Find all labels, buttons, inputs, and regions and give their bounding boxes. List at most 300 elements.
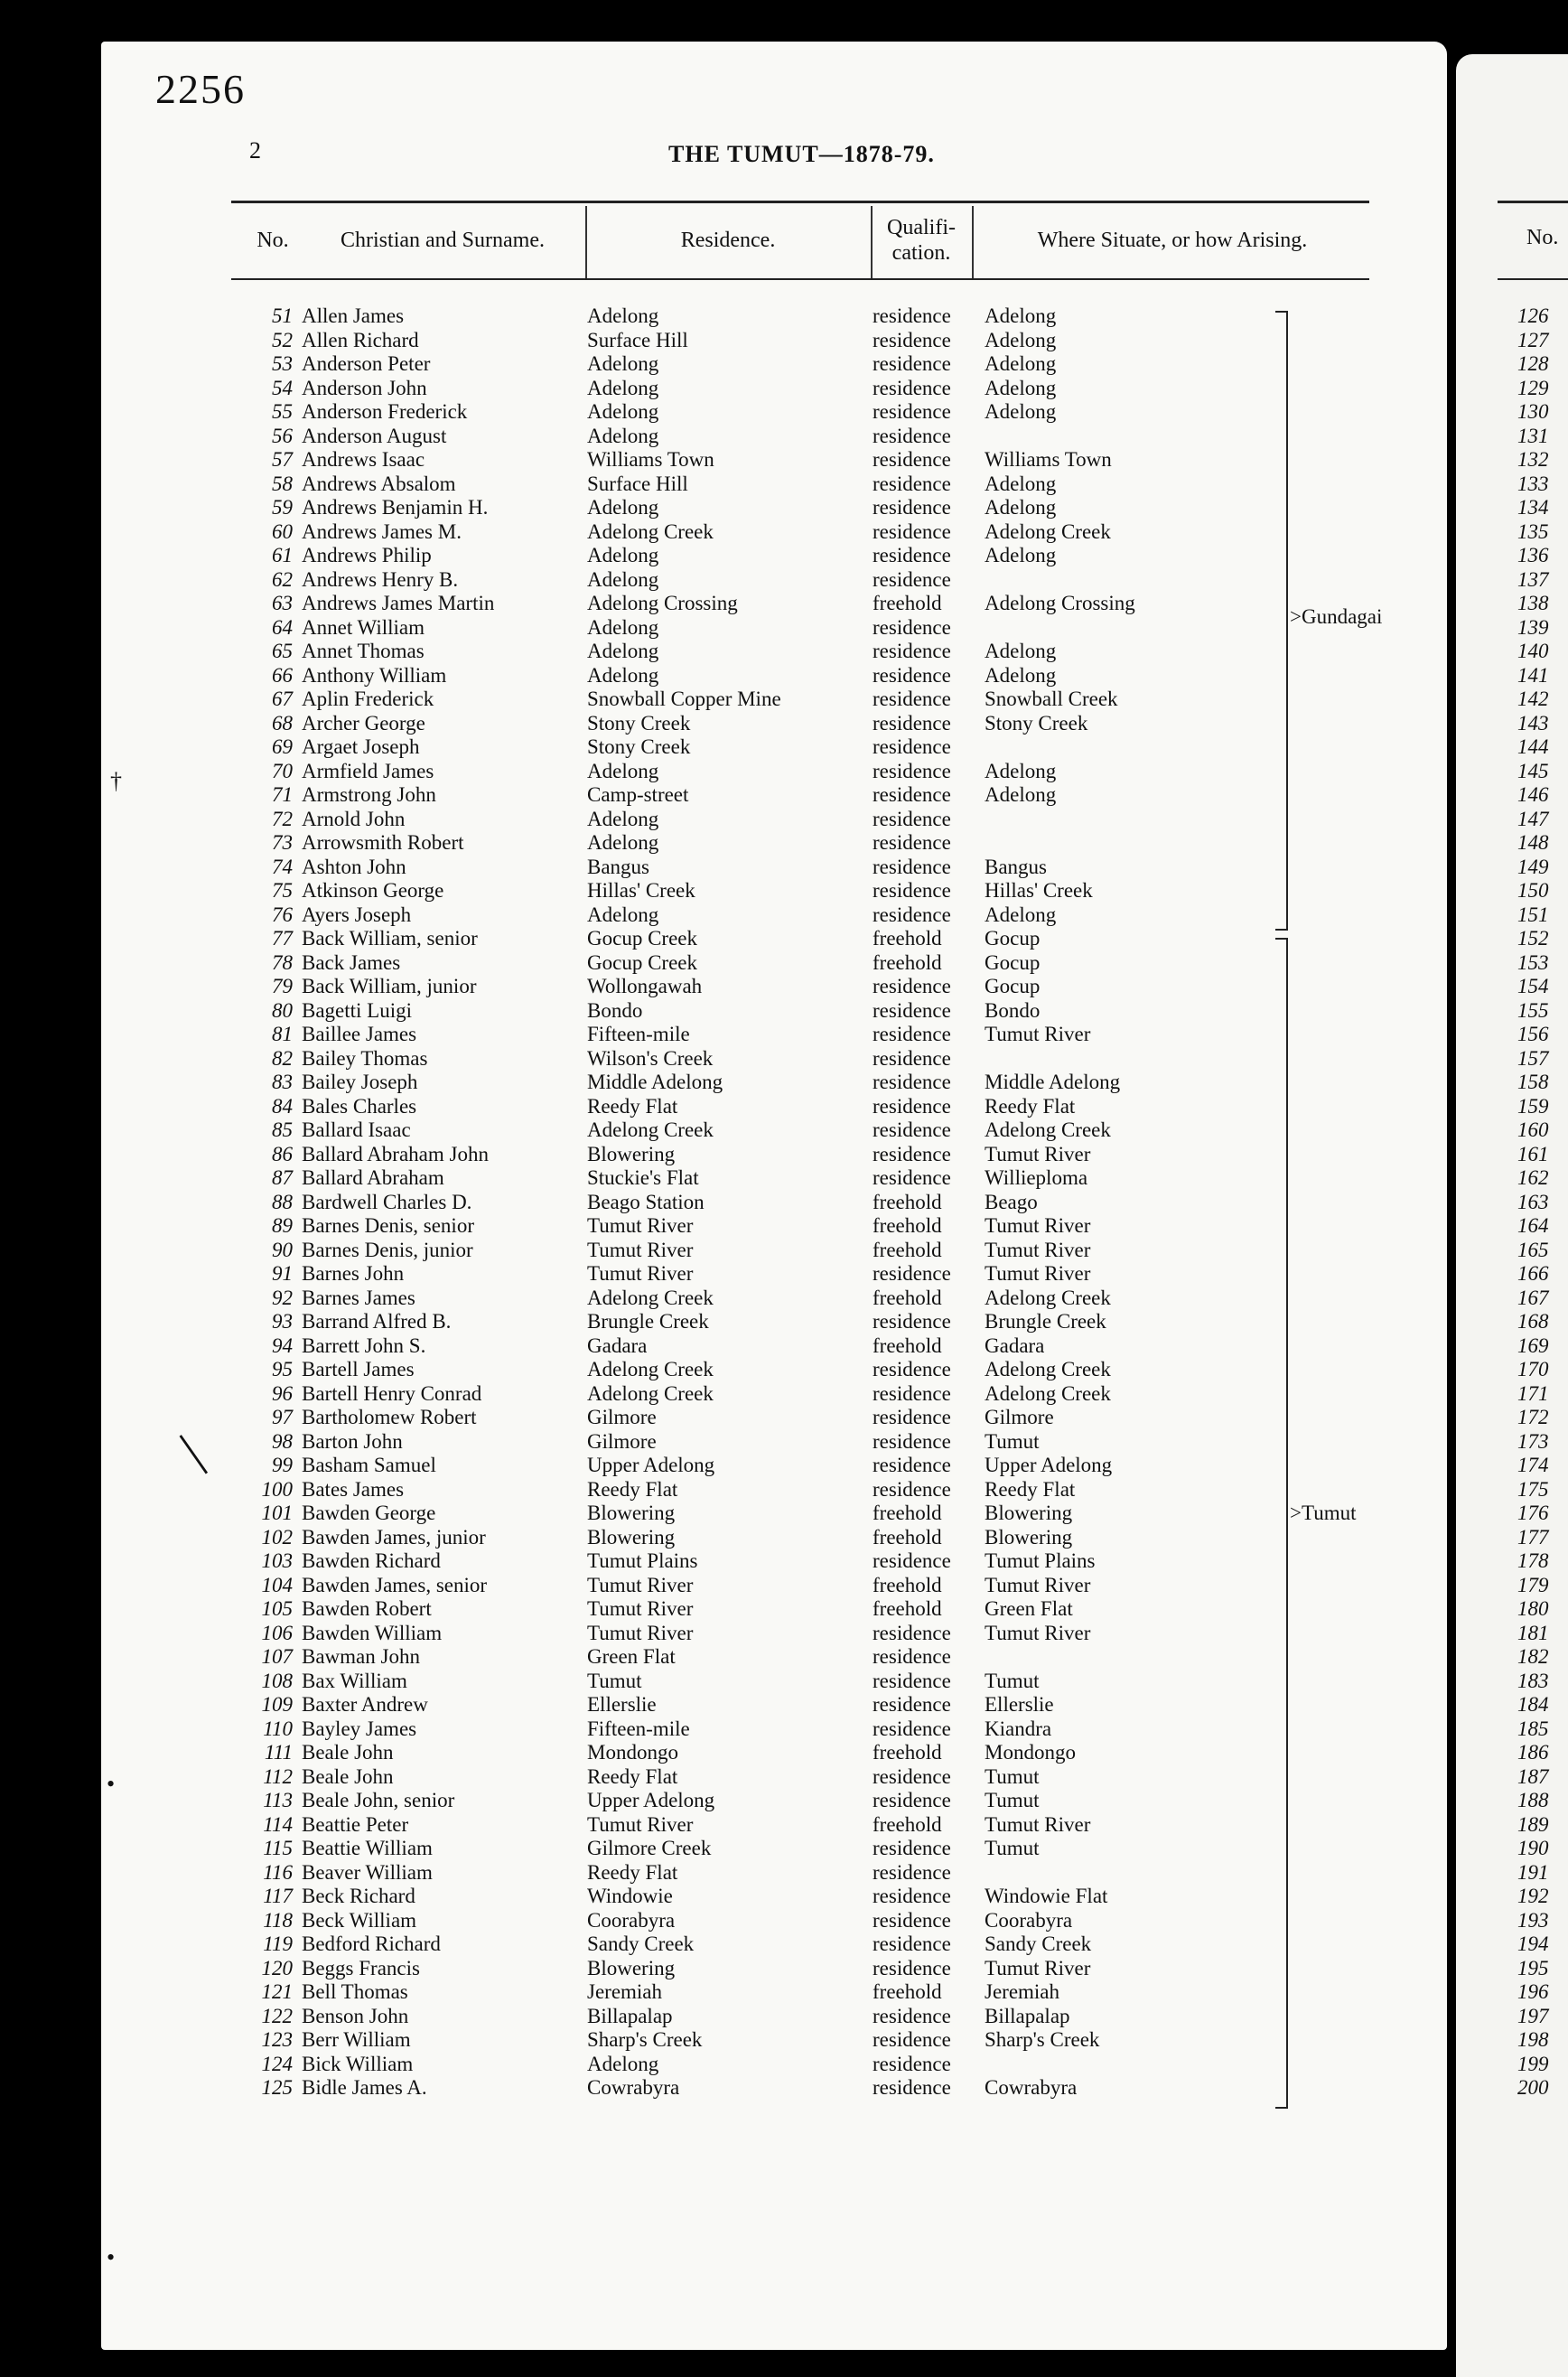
row-name: Bates James bbox=[302, 1477, 405, 1501]
row-name: Ballard Abraham John bbox=[302, 1142, 489, 1165]
row-qualification: residence bbox=[873, 807, 951, 830]
row-number: 71 bbox=[272, 783, 293, 806]
row-residence: Adelong Creek bbox=[587, 1381, 714, 1405]
row-name: Bawden Robert bbox=[302, 1597, 432, 1620]
row-qualification: residence bbox=[873, 519, 951, 543]
adjacent-page-number: 185 bbox=[1517, 1717, 1549, 1740]
row-qualification: residence bbox=[873, 1358, 951, 1380]
row-residence: Gilmore Creek bbox=[587, 1837, 712, 1859]
adjacent-page-number: 155 bbox=[1517, 998, 1549, 1022]
adjacent-page-number: 129 bbox=[1517, 376, 1549, 399]
row-where-situate: Coorabyra bbox=[985, 1908, 1073, 1932]
row-residence: Blowering bbox=[587, 1525, 676, 1549]
row-residence: Coorabyra bbox=[587, 1908, 676, 1932]
row-residence: Upper Adelong bbox=[587, 1454, 715, 1476]
adjacent-page-number: 153 bbox=[1517, 950, 1549, 974]
row-name: Beale John, senior bbox=[302, 1789, 455, 1811]
row-residence: Adelong bbox=[587, 831, 659, 854]
row-name: Bales Charles bbox=[302, 1094, 417, 1118]
row-name: Allen Richard bbox=[302, 328, 419, 351]
column-header-qualification: Qualifi- cation. bbox=[887, 216, 956, 265]
row-name: Andrews Isaac bbox=[302, 448, 425, 471]
row-qualification: residence bbox=[873, 1645, 951, 1668]
row-number: 79 bbox=[272, 975, 293, 997]
row-name: Beck William bbox=[302, 1908, 417, 1932]
row-name: Barnes Denis, junior bbox=[302, 1238, 473, 1261]
row-number: 113 bbox=[263, 1789, 293, 1811]
row-name: Andrews Henry B. bbox=[302, 567, 459, 591]
row-name: Anderson Frederick bbox=[302, 400, 468, 423]
row-residence: Adelong Crossing bbox=[587, 592, 738, 614]
row-where-situate: Billapalap bbox=[985, 2004, 1070, 2027]
row-number: 122 bbox=[261, 2004, 293, 2027]
row-where-situate: Adelong bbox=[985, 352, 1057, 375]
row-where-situate: Tumut River bbox=[985, 1142, 1091, 1165]
row-where-situate: Tumut River bbox=[985, 1023, 1091, 1045]
row-name: Bell Thomas bbox=[302, 1980, 408, 2003]
row-residence: Adelong bbox=[587, 2052, 659, 2075]
row-qualification: residence bbox=[873, 1262, 951, 1285]
row-where-situate: Adelong bbox=[985, 544, 1057, 566]
row-residence: Gilmore bbox=[587, 1429, 657, 1453]
row-name: Barnes Denis, senior bbox=[302, 1214, 474, 1237]
row-name: Anderson August bbox=[302, 424, 447, 447]
adjacent-page-number: 141 bbox=[1517, 663, 1549, 687]
row-name: Andrews Benjamin H. bbox=[302, 496, 489, 519]
row-number: 53 bbox=[272, 352, 293, 375]
row-number: 58 bbox=[272, 472, 293, 495]
row-where-situate: Gocup bbox=[985, 950, 1041, 974]
adjacent-page-number: 165 bbox=[1517, 1238, 1549, 1261]
row-where-situate: Bondo bbox=[985, 998, 1041, 1022]
row-name: Bailey Joseph bbox=[302, 1071, 418, 1093]
row-qualification: residence bbox=[873, 1094, 951, 1118]
row-qualification: residence bbox=[873, 831, 951, 854]
row-name: Bawman John bbox=[302, 1645, 420, 1668]
row-residence: Tumut River bbox=[587, 1262, 694, 1285]
adjacent-page-number: 158 bbox=[1517, 1071, 1549, 1093]
row-where-situate: Tumut River bbox=[985, 1621, 1091, 1644]
row-qualification: freehold bbox=[873, 1980, 942, 2003]
row-number: 123 bbox=[261, 2028, 293, 2051]
row-residence: Tumut River bbox=[587, 1812, 694, 1836]
row-qualification: residence bbox=[873, 855, 951, 878]
row-qualification: residence bbox=[873, 448, 951, 471]
row-qualification: residence bbox=[873, 2052, 951, 2075]
row-number: 83 bbox=[272, 1071, 293, 1093]
row-where-situate: Adelong bbox=[985, 376, 1057, 399]
row-qualification: residence bbox=[873, 711, 951, 735]
row-where-situate: Willieploma bbox=[985, 1166, 1088, 1189]
adjacent-page-number: 169 bbox=[1517, 1334, 1549, 1357]
row-where-situate: Tumut bbox=[985, 1669, 1040, 1692]
adjacent-page-number: 177 bbox=[1517, 1525, 1549, 1549]
brace-gundagai bbox=[1286, 311, 1288, 931]
adjacent-page-number: 190 bbox=[1517, 1837, 1549, 1859]
row-name: Back James bbox=[302, 950, 401, 974]
adjacent-page-number: 152 bbox=[1517, 927, 1549, 950]
row-qualification: residence bbox=[873, 2028, 951, 2051]
row-where-situate: Adelong bbox=[985, 783, 1057, 806]
row-number: 125 bbox=[261, 2076, 293, 2099]
adjacent-page-number: 130 bbox=[1517, 400, 1549, 423]
row-number: 106 bbox=[261, 1621, 293, 1644]
row-number: 116 bbox=[263, 1860, 293, 1884]
row-name: Back William, senior bbox=[302, 927, 478, 950]
adjacent-page-number: 133 bbox=[1517, 472, 1549, 495]
adjacent-page-number: 142 bbox=[1517, 688, 1549, 710]
row-name: Basham Samuel bbox=[302, 1454, 436, 1476]
row-residence: Camp-street bbox=[587, 783, 689, 806]
row-name: Beale John bbox=[302, 1764, 394, 1788]
row-residence: Billapalap bbox=[587, 2004, 673, 2027]
row-where-situate: Tumut River bbox=[985, 1214, 1091, 1237]
row-where-situate: Snowball Creek bbox=[985, 688, 1118, 710]
row-name: Ballard Isaac bbox=[302, 1118, 411, 1141]
row-where-situate: Ellerslie bbox=[985, 1693, 1054, 1716]
row-number: 67 bbox=[272, 688, 293, 710]
row-number: 109 bbox=[261, 1693, 293, 1716]
row-residence: Tumut bbox=[587, 1669, 642, 1692]
row-qualification: residence bbox=[873, 1932, 951, 1955]
row-where-situate: Windowie Flat bbox=[985, 1885, 1108, 1907]
row-name: Back William, junior bbox=[302, 975, 477, 997]
row-name: Bawden James, junior bbox=[302, 1525, 486, 1549]
row-residence: Reedy Flat bbox=[587, 1860, 678, 1884]
row-where-situate: Reedy Flat bbox=[985, 1477, 1076, 1501]
row-residence: Reedy Flat bbox=[587, 1477, 678, 1501]
adjacent-page-number: 191 bbox=[1517, 1860, 1549, 1884]
adjacent-page-number: 147 bbox=[1517, 807, 1549, 830]
row-residence: Blowering bbox=[587, 1142, 676, 1165]
row-number: 82 bbox=[272, 1046, 293, 1070]
row-where-situate: Gilmore bbox=[985, 1406, 1054, 1428]
row-where-situate: Tumut River bbox=[985, 1956, 1091, 1979]
row-residence: Gocup Creek bbox=[587, 927, 697, 950]
adjacent-page-number: 184 bbox=[1517, 1693, 1549, 1716]
row-name: Allen James bbox=[302, 304, 405, 327]
row-where-situate: Stony Creek bbox=[985, 711, 1088, 735]
row-number: 86 bbox=[272, 1142, 293, 1165]
row-where-situate: Adelong bbox=[985, 328, 1057, 351]
row-residence: Tumut River bbox=[587, 1621, 694, 1644]
adjacent-page-number: 188 bbox=[1517, 1789, 1549, 1811]
row-number: 119 bbox=[263, 1932, 293, 1955]
row-qualification: residence bbox=[873, 1837, 951, 1859]
row-number: 110 bbox=[263, 1717, 293, 1740]
row-where-situate: Mondongo bbox=[985, 1741, 1076, 1764]
row-where-situate: Tumut River bbox=[985, 1573, 1091, 1596]
adjacent-page-number: 137 bbox=[1517, 567, 1549, 591]
row-residence: Gilmore bbox=[587, 1406, 657, 1428]
row-where-situate: Adelong bbox=[985, 759, 1057, 782]
row-number: 108 bbox=[261, 1669, 293, 1692]
adjacent-page-number: 180 bbox=[1517, 1597, 1549, 1620]
row-number: 54 bbox=[272, 376, 293, 399]
row-residence: Green Flat bbox=[587, 1645, 676, 1668]
row-where-situate: Tumut River bbox=[985, 1262, 1091, 1285]
row-residence: Hillas' Creek bbox=[587, 879, 695, 902]
table-top-rule bbox=[231, 201, 1369, 203]
row-number: 89 bbox=[272, 1214, 293, 1237]
adjacent-page-number: 176 bbox=[1517, 1502, 1549, 1524]
row-number: 75 bbox=[272, 879, 293, 902]
row-residence: Fifteen-mile bbox=[587, 1023, 690, 1045]
adjacent-page-number: 145 bbox=[1517, 759, 1549, 782]
row-where-situate: Adelong bbox=[985, 903, 1057, 926]
adjacent-page-number: 163 bbox=[1517, 1190, 1549, 1213]
row-name: Benson John bbox=[302, 2004, 409, 2027]
row-qualification: residence bbox=[873, 1477, 951, 1501]
adjacent-page-number: 132 bbox=[1517, 448, 1549, 471]
row-name: Andrews James Martin bbox=[302, 592, 495, 614]
row-number: 101 bbox=[261, 1502, 293, 1524]
row-residence: Adelong Creek bbox=[587, 519, 714, 543]
row-number: 70 bbox=[272, 759, 293, 782]
row-number: 74 bbox=[272, 855, 293, 878]
brace-end bbox=[1275, 2107, 1286, 2109]
adjacent-page-number: 168 bbox=[1517, 1310, 1549, 1333]
row-qualification: residence bbox=[873, 567, 951, 591]
row-residence: Jeremiah bbox=[587, 1980, 663, 2003]
adjacent-page-number: 156 bbox=[1517, 1023, 1549, 1045]
row-where-situate: Brungle Creek bbox=[985, 1310, 1106, 1333]
adjacent-page-number: 131 bbox=[1517, 424, 1549, 447]
row-qualification: residence bbox=[873, 1454, 951, 1476]
row-where-situate: Green Flat bbox=[985, 1597, 1073, 1620]
row-number: 68 bbox=[272, 711, 293, 735]
column-divider bbox=[585, 206, 587, 278]
adjacent-page-number: 146 bbox=[1517, 783, 1549, 806]
row-qualification: freehold bbox=[873, 592, 942, 614]
row-number: 120 bbox=[261, 1956, 293, 1979]
row-qualification: residence bbox=[873, 1406, 951, 1428]
row-number: 72 bbox=[272, 807, 293, 830]
row-name: Armstrong John bbox=[302, 783, 436, 806]
adjacent-page-number: 127 bbox=[1517, 328, 1549, 351]
adjacent-page-number: 140 bbox=[1517, 640, 1549, 662]
row-residence: Adelong Creek bbox=[587, 1118, 714, 1141]
row-where-situate: Adelong Creek bbox=[985, 1118, 1111, 1141]
row-number: 73 bbox=[272, 831, 293, 854]
row-number: 85 bbox=[272, 1118, 293, 1141]
row-residence: Wilson's Creek bbox=[587, 1046, 714, 1070]
row-qualification: freehold bbox=[873, 1238, 942, 1261]
row-residence: Windowie bbox=[587, 1885, 673, 1907]
adjacent-page-number: 136 bbox=[1517, 544, 1549, 566]
row-number: 90 bbox=[272, 1238, 293, 1261]
adjacent-page-number: 197 bbox=[1517, 2004, 1549, 2027]
row-number: 105 bbox=[261, 1597, 293, 1620]
row-qualification: freehold bbox=[873, 1334, 942, 1357]
adjacent-page-number: 143 bbox=[1517, 711, 1549, 735]
adjacent-page-number: 139 bbox=[1517, 615, 1549, 639]
adjacent-page-number: 195 bbox=[1517, 1956, 1549, 1979]
row-name: Beattie William bbox=[302, 1837, 433, 1859]
adjacent-page-number: 126 bbox=[1517, 304, 1549, 327]
row-name: Baillee James bbox=[302, 1023, 417, 1045]
row-residence: Adelong bbox=[587, 496, 659, 519]
row-number: 66 bbox=[272, 663, 293, 687]
row-where-situate: Middle Adelong bbox=[985, 1071, 1121, 1093]
adjacent-page-number: 151 bbox=[1517, 903, 1549, 926]
adjacent-page-number: 171 bbox=[1517, 1381, 1549, 1405]
row-residence: Adelong Creek bbox=[587, 1358, 714, 1380]
row-where-situate: Kiandra bbox=[985, 1717, 1052, 1740]
row-where-situate: Hillas' Creek bbox=[985, 879, 1093, 902]
row-residence: Cowrabyra bbox=[587, 2076, 680, 2099]
row-qualification: residence bbox=[873, 1429, 951, 1453]
brace-end bbox=[1275, 938, 1286, 940]
adjacent-page-number: 175 bbox=[1517, 1477, 1549, 1501]
row-where-situate: Gadara bbox=[985, 1334, 1045, 1357]
row-residence: Adelong bbox=[587, 567, 659, 591]
adjacent-page-number: 178 bbox=[1517, 1549, 1549, 1572]
row-name: Bidle James A. bbox=[302, 2076, 427, 2099]
row-qualification: freehold bbox=[873, 1597, 942, 1620]
adjacent-page-number: 134 bbox=[1517, 496, 1549, 519]
row-residence: Stuckie's Flat bbox=[587, 1166, 699, 1189]
row-number: 100 bbox=[261, 1477, 293, 1501]
row-where-situate: Tumut Plains bbox=[985, 1549, 1096, 1572]
row-qualification: residence bbox=[873, 328, 951, 351]
row-qualification: residence bbox=[873, 1764, 951, 1788]
row-residence: Tumut River bbox=[587, 1573, 694, 1596]
adjacent-page-edge bbox=[1456, 54, 1568, 2377]
adjacent-page-number: 138 bbox=[1517, 592, 1549, 614]
row-where-situate: Adelong Crossing bbox=[985, 592, 1135, 614]
row-residence: Tumut River bbox=[587, 1597, 694, 1620]
adjacent-page-number: 157 bbox=[1517, 1046, 1549, 1070]
group-label-gundagai: >Gundagai bbox=[1290, 605, 1383, 628]
row-name: Aplin Frederick bbox=[302, 688, 434, 710]
row-residence: Adelong bbox=[587, 903, 659, 926]
adjacent-page-number: 172 bbox=[1517, 1406, 1549, 1428]
row-number: 81 bbox=[272, 1023, 293, 1045]
row-residence: Adelong bbox=[587, 400, 659, 423]
row-qualification: freehold bbox=[873, 1286, 942, 1309]
row-qualification: residence bbox=[873, 759, 951, 782]
row-number: 59 bbox=[272, 496, 293, 519]
row-qualification: freehold bbox=[873, 1214, 942, 1237]
row-residence: Bangus bbox=[587, 855, 649, 878]
row-where-situate: Gocup bbox=[985, 927, 1041, 950]
adjacent-page-number: 166 bbox=[1517, 1262, 1549, 1285]
adjacent-page-number: 128 bbox=[1517, 352, 1549, 375]
row-residence: Ellerslie bbox=[587, 1693, 657, 1716]
row-number: 104 bbox=[261, 1573, 293, 1596]
row-qualification: residence bbox=[873, 1669, 951, 1692]
row-number: 60 bbox=[272, 519, 293, 543]
row-qualification: residence bbox=[873, 1166, 951, 1189]
row-residence: Williams Town bbox=[587, 448, 714, 471]
row-qualification: residence bbox=[873, 1381, 951, 1405]
row-residence: Beago Station bbox=[587, 1190, 705, 1213]
row-qualification: residence bbox=[873, 879, 951, 902]
adjacent-page-number: 144 bbox=[1517, 735, 1549, 758]
adjacent-page-number: 182 bbox=[1517, 1645, 1549, 1668]
row-residence: Reedy Flat bbox=[587, 1094, 678, 1118]
row-name: Arnold John bbox=[302, 807, 406, 830]
row-number: 93 bbox=[272, 1310, 293, 1333]
adjacent-page-number: 135 bbox=[1517, 519, 1549, 543]
row-residence: Adelong bbox=[587, 544, 659, 566]
row-number: 112 bbox=[263, 1764, 293, 1788]
row-number: 117 bbox=[263, 1885, 293, 1907]
page-number: 2256 bbox=[155, 66, 246, 112]
adjacent-page-number: 192 bbox=[1517, 1885, 1549, 1907]
row-name: Ashton John bbox=[302, 855, 406, 878]
column-header-where: Where Situate, or how Arising. bbox=[1037, 229, 1308, 252]
row-qualification: residence bbox=[873, 1071, 951, 1093]
row-qualification: residence bbox=[873, 1908, 951, 1932]
row-where-situate: Adelong bbox=[985, 472, 1057, 495]
row-name: Anthony William bbox=[302, 663, 447, 687]
row-name: Ballard Abraham bbox=[302, 1166, 444, 1189]
row-where-situate: Sharp's Creek bbox=[985, 2028, 1100, 2051]
adjacent-page-number: 193 bbox=[1517, 1908, 1549, 1932]
row-qualification: residence bbox=[873, 1860, 951, 1884]
row-qualification: freehold bbox=[873, 927, 942, 950]
row-number: 87 bbox=[272, 1166, 293, 1189]
sheet-number: 2 bbox=[249, 137, 261, 164]
row-name: Barrett John S. bbox=[302, 1334, 426, 1357]
margin-stroke: | bbox=[171, 1425, 211, 1477]
row-qualification: residence bbox=[873, 1549, 951, 1572]
row-name: Barton John bbox=[302, 1429, 403, 1453]
row-where-situate: Adelong bbox=[985, 304, 1057, 327]
row-qualification: freehold bbox=[873, 1525, 942, 1549]
row-name: Bagetti Luigi bbox=[302, 998, 413, 1022]
row-residence: Gocup Creek bbox=[587, 950, 697, 974]
adjacent-page-rule bbox=[1498, 201, 1568, 203]
row-number: 99 bbox=[272, 1454, 293, 1476]
adjacent-page-number: 167 bbox=[1517, 1286, 1549, 1309]
adjacent-page-number: 173 bbox=[1517, 1429, 1549, 1453]
row-name: Bartholomew Robert bbox=[302, 1406, 477, 1428]
row-where-situate: Tumut bbox=[985, 1764, 1040, 1788]
row-where-situate: Sandy Creek bbox=[985, 1932, 1092, 1955]
row-qualification: residence bbox=[873, 1789, 951, 1811]
row-where-situate: Tumut River bbox=[985, 1238, 1091, 1261]
row-qualification: freehold bbox=[873, 1741, 942, 1764]
row-residence: Adelong bbox=[587, 352, 659, 375]
row-name: Bartell Henry Conrad bbox=[302, 1381, 482, 1405]
adjacent-page-number: 198 bbox=[1517, 2028, 1549, 2051]
row-where-situate: Williams Town bbox=[985, 448, 1112, 471]
row-where-situate: Tumut bbox=[985, 1837, 1040, 1859]
row-where-situate: Adelong Creek bbox=[985, 1286, 1111, 1309]
adjacent-page-number: 162 bbox=[1517, 1166, 1549, 1189]
row-name: Bawden Richard bbox=[302, 1549, 441, 1572]
header-bottom-rule bbox=[231, 278, 1369, 280]
row-where-situate: Tumut bbox=[985, 1429, 1040, 1453]
column-header-no: No. bbox=[257, 229, 289, 252]
row-residence: Sharp's Creek bbox=[587, 2028, 703, 2051]
row-qualification: residence bbox=[873, 1310, 951, 1333]
adjacent-page-number: 183 bbox=[1517, 1669, 1549, 1692]
row-qualification: residence bbox=[873, 975, 951, 997]
row-name: Andrews Absalom bbox=[302, 472, 456, 495]
adjacent-page-number: 170 bbox=[1517, 1358, 1549, 1380]
row-qualification: residence bbox=[873, 1118, 951, 1141]
row-name: Anderson Peter bbox=[302, 352, 431, 375]
row-qualification: residence bbox=[873, 1885, 951, 1907]
adjacent-page-number: 148 bbox=[1517, 831, 1549, 854]
row-residence: Surface Hill bbox=[587, 472, 688, 495]
row-number: 84 bbox=[272, 1094, 293, 1118]
row-qualification: residence bbox=[873, 998, 951, 1022]
